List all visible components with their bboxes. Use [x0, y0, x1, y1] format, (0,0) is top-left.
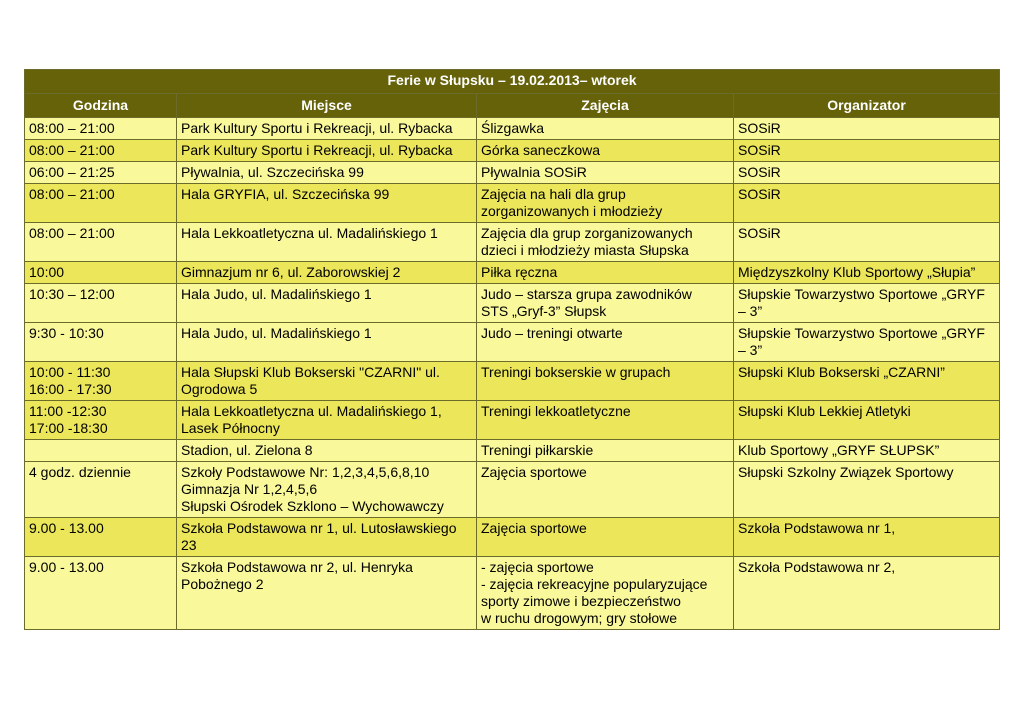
cell-activity: Treningi bokserskie w grupach — [477, 362, 734, 401]
table-row — [25, 223, 1000, 262]
table-row — [25, 118, 1000, 140]
cell-activity: Ślizgawka — [477, 118, 734, 140]
table-row — [25, 518, 1000, 557]
cell-time: 10:00 - 11:30 16:00 - 17:30 — [25, 362, 177, 401]
cell-place: Stadion, ul. Zielona 8 — [177, 440, 477, 462]
cell-organizer: SOSiR — [734, 162, 1000, 184]
cell-organizer: SOSiR — [734, 118, 1000, 140]
cell-time — [25, 440, 177, 462]
cell-place: Hala Judo, ul. Madalińskiego 1 — [177, 284, 477, 323]
cell-time: 10:00 — [25, 262, 177, 284]
cell-place: Hala Lekkoatletyczna ul. Madalińskiego 1, Lasek Północny — [177, 401, 477, 440]
cell-activity: Zajęcia dla grup zorganizowanych dzieci i młodzieży miasta Słupska — [477, 223, 734, 262]
cell-place: Szkoła Podstawowa nr 1, ul. Lutosławskiego 23 — [177, 518, 477, 557]
cell-time: 9.00 - 13.00 — [25, 518, 177, 557]
table-body — [25, 118, 1000, 630]
cell-activity: Judo – starsza grupa zawodników STS „Gryf-3” Słupsk — [477, 284, 734, 323]
cell-time: 08:00 – 21:00 — [25, 223, 177, 262]
cell-activity: Treningi lekkoatletyczne — [477, 401, 734, 440]
cell-activity: Pływalnia SOSiR — [477, 162, 734, 184]
table-row — [25, 362, 1000, 401]
cell-time: 10:30 – 12:00 — [25, 284, 177, 323]
table-row — [25, 162, 1000, 184]
cell-place: Szkoła Podstawowa nr 2, ul. Henryka Pobożnego 2 — [177, 557, 477, 630]
table-title: Ferie w Słupsku – 19.02.2013– wtorek — [25, 70, 1000, 94]
cell-organizer: Szkoła Podstawowa nr 2, — [734, 557, 1000, 630]
cell-organizer: Słupskie Towarzystwo Sportowe „GRYF – 3” — [734, 284, 1000, 323]
table-row — [25, 401, 1000, 440]
table-row — [25, 323, 1000, 362]
cell-place: Pływalnia, ul. Szczecińska 99 — [177, 162, 477, 184]
cell-organizer: Słupski Klub Lekkiej Atletyki — [734, 401, 1000, 440]
cell-organizer: Szkoła Podstawowa nr 1, — [734, 518, 1000, 557]
header-godzina: Godzina — [25, 94, 177, 118]
cell-time: 4 godz. dziennie — [25, 462, 177, 518]
cell-time: 9.00 - 13.00 — [25, 557, 177, 630]
cell-organizer: Międzyszkolny Klub Sportowy „Słupia” — [734, 262, 1000, 284]
cell-organizer: Słupski Szkolny Związek Sportowy — [734, 462, 1000, 518]
table-row — [25, 262, 1000, 284]
table-row — [25, 557, 1000, 630]
header-organizator: Organizator — [734, 94, 1000, 118]
cell-organizer: SOSiR — [734, 140, 1000, 162]
header-miejsce: Miejsce — [177, 94, 477, 118]
cell-place: Hala Słupski Klub Bokserski "CZARNI" ul. Ogrodowa 5 — [177, 362, 477, 401]
cell-organizer: SOSiR — [734, 184, 1000, 223]
table-row — [25, 184, 1000, 223]
cell-activity: Piłka ręczna — [477, 262, 734, 284]
cell-time: 08:00 – 21:00 — [25, 118, 177, 140]
cell-activity: - zajęcia sportowe - zajęcia rekreacyjne popularyzujące sporty zimowe i bezpieczeństwo w ruchu drogowym; gry stołowe — [477, 557, 734, 630]
cell-activity: Zajęcia na hali dla grup zorganizowanych i młodzieży — [477, 184, 734, 223]
title-row — [25, 70, 1000, 94]
cell-place: Hala Lekkoatletyczna ul. Madalińskiego 1 — [177, 223, 477, 262]
cell-place: Park Kultury Sportu i Rekreacji, ul. Rybacka — [177, 118, 477, 140]
cell-time: 06:00 – 21:25 — [25, 162, 177, 184]
cell-time: 9:30 - 10:30 — [25, 323, 177, 362]
cell-activity: Treningi piłkarskie — [477, 440, 734, 462]
cell-time: 11:00 -12:30 17:00 -18:30 — [25, 401, 177, 440]
cell-organizer: Słupskie Towarzystwo Sportowe „GRYF – 3” — [734, 323, 1000, 362]
cell-place: Park Kultury Sportu i Rekreacji, ul. Rybacka — [177, 140, 477, 162]
cell-place: Hala GRYFIA, ul. Szczecińska 99 — [177, 184, 477, 223]
table-row — [25, 462, 1000, 518]
cell-place: Hala Judo, ul. Madalińskiego 1 — [177, 323, 477, 362]
table-row — [25, 440, 1000, 462]
header-zajecia: Zajęcia — [477, 94, 734, 118]
schedule-table — [24, 69, 1000, 630]
cell-organizer: Klub Sportowy „GRYF SŁUPSK” — [734, 440, 1000, 462]
cell-time: 08:00 – 21:00 — [25, 184, 177, 223]
cell-activity: Zajęcia sportowe — [477, 462, 734, 518]
cell-place: Gimnazjum nr 6, ul. Zaborowskiej 2 — [177, 262, 477, 284]
table-row — [25, 140, 1000, 162]
cell-place: Szkoły Podstawowe Nr: 1,2,3,4,5,6,8,10 Gimnazja Nr 1,2,4,5,6 Słupski Ośrodek Szklono – Wychowawczy — [177, 462, 477, 518]
cell-organizer: Słupski Klub Bokserski „CZARNI” — [734, 362, 1000, 401]
cell-activity: Zajęcia sportowe — [477, 518, 734, 557]
cell-activity: Judo – treningi otwarte — [477, 323, 734, 362]
cell-organizer: SOSiR — [734, 223, 1000, 262]
cell-time: 08:00 – 21:00 — [25, 140, 177, 162]
table-row — [25, 284, 1000, 323]
cell-activity: Górka saneczkowa — [477, 140, 734, 162]
header-row — [25, 94, 1000, 118]
